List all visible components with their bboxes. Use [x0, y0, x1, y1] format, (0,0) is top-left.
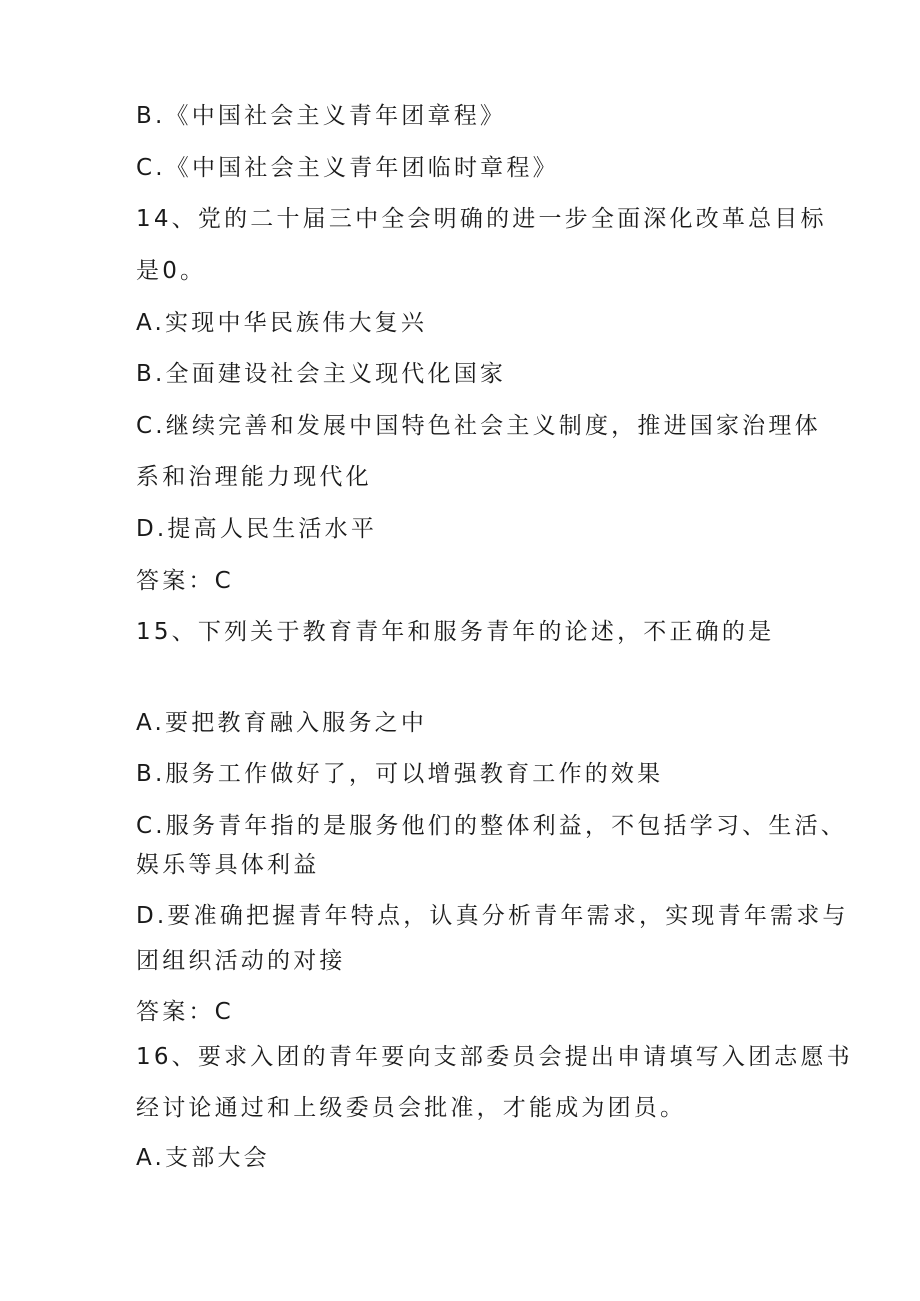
option-c-line-2: 娱乐等具体利益 — [136, 852, 320, 878]
option-c-line-1: C.继续完善和发展中国特色社会主义制度，推进国家治理体 — [136, 413, 821, 439]
question-15-line: 15、下列关于教育青年和服务青年的论述，不正确的是 — [136, 619, 775, 645]
option-b-line: B.《中国社会主义青年团章程》 — [136, 103, 507, 129]
option-c-line-1: C.服务青年指的是服务他们的整体利益，不包括学习、生活、 — [136, 813, 847, 839]
option-d-line: D.提高人民生活水平 — [136, 516, 378, 542]
option-c-line: C.《中国社会主义青年团临时章程》 — [136, 155, 559, 181]
option-b-line: B.全面建设社会主义现代化国家 — [136, 361, 507, 387]
option-a-line: A.实现中华民族伟大复兴 — [136, 310, 428, 336]
question-16-line-1: 16、要求入团的青年要向支部委员会提出申请填写入团志愿书 — [136, 1044, 853, 1070]
question-16-line-2: 经讨论通过和上级委员会批准，才能成为团员。 — [136, 1095, 687, 1121]
option-b-line: B.服务工作做好了，可以增强教育工作的效果 — [136, 761, 664, 787]
answer-line: 答案：C — [136, 568, 234, 594]
option-d-line-1: D.要准确把握青年特点，认真分析青年需求，实现青年需求与 — [136, 903, 849, 929]
option-a-line: A.要把教育融入服务之中 — [136, 710, 428, 736]
option-a-line: A.支部大会 — [136, 1145, 270, 1171]
answer-line: 答案：C — [136, 999, 234, 1025]
question-14-line-1: 14、党的二十届三中全会明确的进一步全面深化改革总目标 — [136, 206, 827, 232]
option-d-line-2: 团组织活动的对接 — [136, 948, 346, 974]
question-14-line-2: 是0。 — [136, 258, 207, 284]
option-c-line-2: 系和治理能力现代化 — [136, 464, 372, 490]
